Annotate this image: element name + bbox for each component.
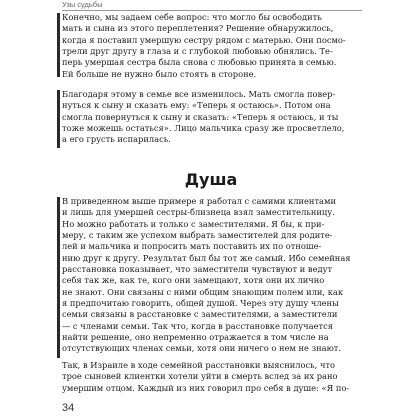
text-line: трое сыновей клиентки хотели уйти в смерть вслед за их рано xyxy=(62,371,338,382)
text-line: мать и сына из этого переплетения? Решение обнаружилось, xyxy=(62,23,334,34)
paragraph-4 xyxy=(62,360,360,394)
text-line: смогла повернуться к сыну и сказать: «Теперь я остаюсь, и ты xyxy=(62,111,339,122)
paragraph-margin-bar xyxy=(57,197,60,358)
header-rule xyxy=(62,10,362,11)
paragraph-2 xyxy=(62,89,360,146)
text-line: а его грусть испарилась. xyxy=(62,134,171,145)
paragraph-3 xyxy=(62,196,360,355)
page-number: 34 xyxy=(62,402,75,414)
text-line: семьи связаны в расстановке с заместителями, а заместители xyxy=(62,309,338,320)
text-line: перь умершая сестра была снова с любовью принята в семью. xyxy=(62,57,337,68)
text-line: Конечно, мы задаем себе вопрос: что могло бы освободить xyxy=(62,12,322,22)
text-line: Ей больше не нужно было стоять в стороне. xyxy=(62,68,257,79)
text-line: умершим отцом. Каждый из них говорил про себя в душе: «Я по- xyxy=(62,382,350,393)
text-line: Но можно работать и только с заместителями. Я бы, к при- xyxy=(62,218,325,229)
text-line: когда я поставил умершую сестру рядом с матерью. Они посмо- xyxy=(62,34,346,45)
text-line: нию друг к другу. Результат был бы тот же самый. Ибо семейная xyxy=(62,252,351,263)
text-line: расстановка показывает, что заместители чувствуют и ведут xyxy=(62,264,333,275)
text-line: Благодаря этому в семье все изменилось. Мать смогла повер- xyxy=(62,89,336,99)
paragraph-1 xyxy=(62,12,360,80)
text-line: Так, в Израиле в ходе семейной расстановки выяснилось, что xyxy=(62,360,336,370)
text-line: себя так же, как те, кого они замещают, хотя они их лично xyxy=(62,275,325,286)
text-line: меру, с таким же успехом выбрать заместителей для родите- xyxy=(62,230,333,241)
text-line: отсутствующих членах семьи, хотя они ничего о нем не знают. xyxy=(62,343,342,354)
text-line: нуться к сыну и сказать ему: «Теперь я остаюсь». Потом она xyxy=(62,100,331,111)
text-line: лей и мальчика и попросить мать поставить их по отноше- xyxy=(62,241,322,252)
paragraph-margin-bar xyxy=(57,13,60,77)
text-line: я предпочитаю говорить, общей душой. Через эту душу члены xyxy=(62,298,339,309)
text-line: — с членами семьи. Так что, когда в расстановке получается xyxy=(62,320,333,331)
text-line: тоже можешь остаться». Лицо мальчика сразу же просветлело, xyxy=(62,123,345,134)
text-line: и лишь для умершей сестры-близнеца взял заместительницу. xyxy=(62,207,335,218)
text-line: не знают. Они связаны с ними общим знающим полем или, как xyxy=(62,286,344,297)
text-line: трели друг другу в глаза и с глубокой любовью обнялись. Те- xyxy=(62,46,333,57)
running-header: Узы судьбы xyxy=(62,0,103,9)
paragraph-margin-bar xyxy=(57,90,60,148)
text-line: найти решение, оно непременно отражается в том числе на xyxy=(62,332,329,343)
section-heading: Душа xyxy=(184,170,238,189)
text-line: В приведенном выше примере я работал с самими клиентами xyxy=(62,196,336,206)
